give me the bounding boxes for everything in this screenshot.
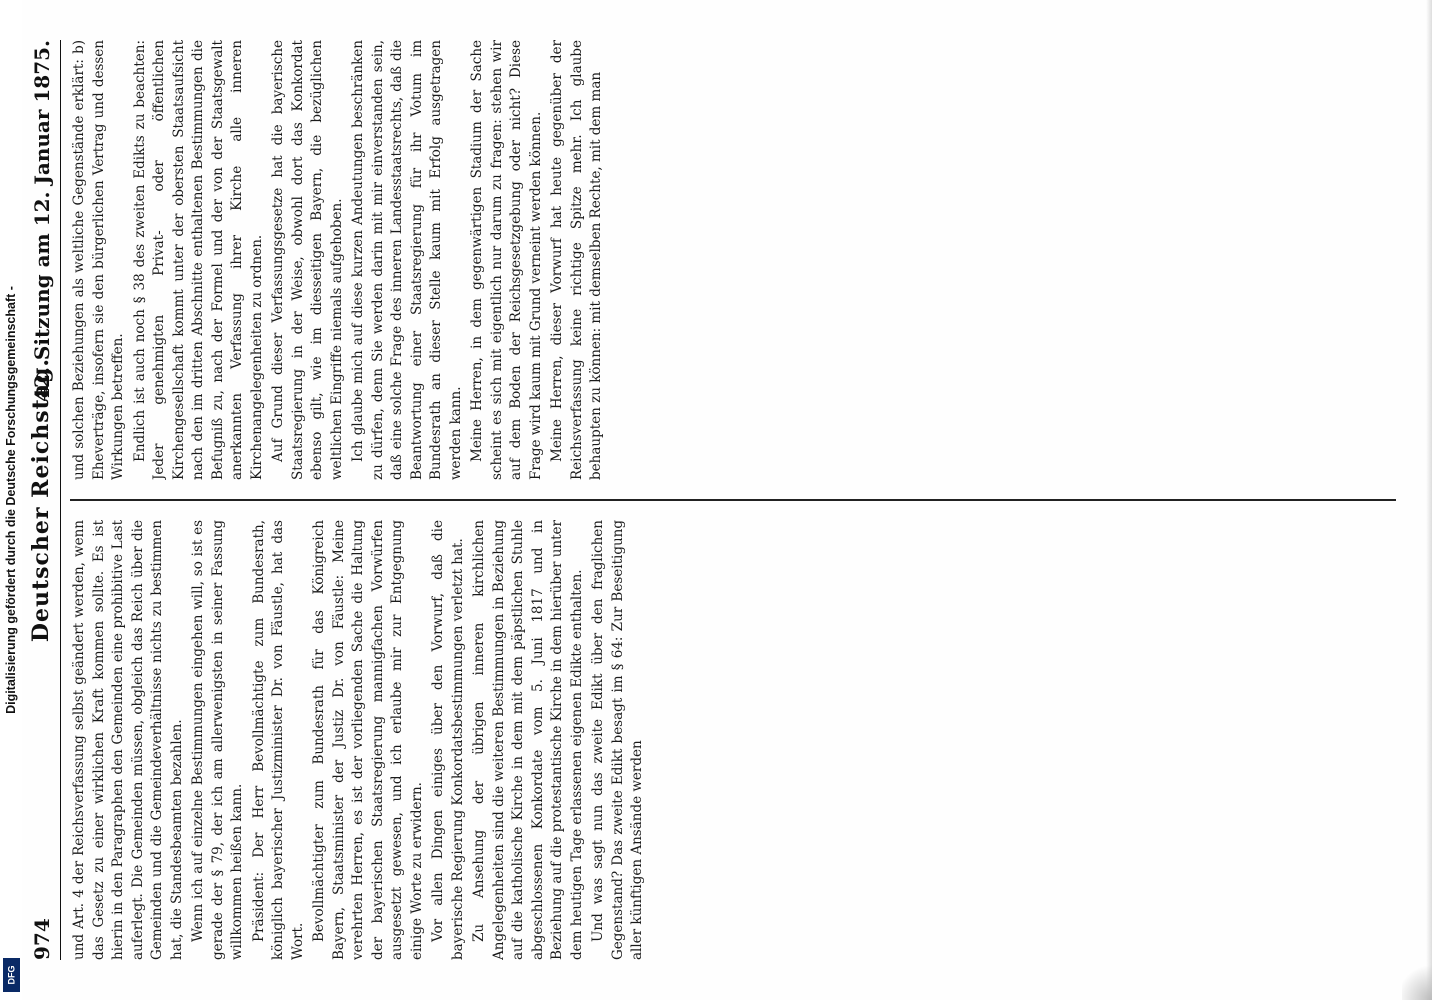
dfg-logo-text: DFG bbox=[6, 965, 17, 985]
page-number: 974 bbox=[30, 918, 54, 960]
paragraph: Vor allen Dingen einiges über den Vorwurf, daß die bayerische Regierung Konkordatsbestimmungen verletzt hat. bbox=[430, 520, 466, 960]
paragraph: Endlich ist auch noch § 38 des zweiten Edikts zu beachten: Jeder genehmigten Privat- oder öffentlichen Kirchengesellschaft kommt unter der obersten Staatsaufsicht nach den im dritten Abschnitte enthaltenen Bestimmungen die Befugniß zu, nach der Formel und der von der Staatsgewalt anerkannten Verfassung ihrer Kirche alle inneren Kirchenangelegenheiten zu ordnen. bbox=[131, 40, 265, 480]
digitization-credit: Digitalisierung gefördert durch die Deutsche Forschungsgemeinschaft - bbox=[4, 286, 18, 714]
paragraph: Meine Herren, in dem gegenwärtigen Stadium der Sache scheint es sich mit eigentlich nur darum zu fragen: stehen wir auf dem Boden der Reichsgesetzgebung oder nicht? Diese Frage wird kaum mit Grund verneint werden können. bbox=[469, 40, 544, 480]
paragraph: Ich glaube mich auf diese kurzen Andeutungen beschränken zu dürfen, denn Sie werden darin mit mir einverstanden sein, daß eine solche Frage des inneren Landesstaatsrechts, daß die Beantwortung einer Staatsregierung für ihr Votum im Bundesrath an dieser Stelle kaum mit Erfolg ausgetragen werden kann. bbox=[350, 40, 464, 480]
dfg-logo bbox=[3, 958, 20, 992]
paragraph: Auf Grund dieser Verfassungsgesetze hat die bayerische Staatsregierung in der Weise, obwohl dort das Konkordat ebenso gilt, wie im diesseitigen Bayern, die bezüglichen weltlichen Eingriffe niemals aufgehoben. bbox=[270, 40, 345, 480]
session-date: 42. Sitzung am 12. Januar 1875. bbox=[30, 40, 54, 402]
paragraph: Zu Ansehung der übrigen inneren kirchlichen Angelegenheiten sind die weiteren Bestimmungen in Beziehung auf die katholische Kirche in dem mit dem päpstlichen Stuhle abgeschlossenen Konkordate vom 5. Juni 1817 und in Beziehung auf die protestantische Kirche in dem hierüber unter dem heutigen Tage erlassenen eigenen Edikte enthalten. bbox=[471, 520, 585, 960]
paragraph: Bevollmächtigter zum Bundesrath für das Königreich Bayern, Staatsminister der Justiz Dr. von Fäustle: Meine verehrten Herren, es ist der vorliegenden Sache die Haltung der bayerischen Staatsregierung mannigfachen Vorwürfen ausgesetzt gewesen, und ich erlaube mir zur Entgegnung einige Worte zu erwidern. bbox=[311, 520, 425, 960]
paragraph: Präsident: Der Herr Bevollmächtigte zum Bundesrath, königlich bayerischer Justizminister Dr. von Fäustle, hat das Wort. bbox=[250, 520, 306, 960]
paragraph: Und was sagt nun das zweite Edikt über den fraglichen Gegenstand? Das zweite Edikt besagt im § 64: Zur Beseitigung aller künftigen Ansände werden bbox=[590, 520, 645, 960]
paragraph: und Art. 4 der Reichsverfassung selbst geändert werden, wenn das Gesetz zu einer wirklichen Kraft kommen sollte. Es ist hierin in den Paragraphen den Gemeinden eine prohibitive Last auferlegt. Die Gemeinden müssen, obgleich das Reich über die Gemeinden und die Gemeindeverhältnisse nichts zu bestimmen hat, die Standesbeamten bezahlen. bbox=[71, 520, 185, 960]
rotated-page-content bbox=[16, 0, 1416, 1000]
left-column bbox=[70, 520, 1396, 960]
scan-edge bbox=[1426, 0, 1432, 1000]
page-header bbox=[24, 40, 61, 960]
paragraph: Wenn ich auf einzelne Bestimmungen eingehen will, so ist es gerade der § 79, der ich am allerwenigsten in seiner Fassung willkommen heißen kann. bbox=[190, 520, 245, 960]
page-title: Deutscher Reichstag. bbox=[28, 357, 54, 643]
paragraph: Meine Herren, dieser Vorwurf hat heute gegenüber der Reichsverfassung keine richtige Spitze mehr. Ich glaube behaupten zu können: mit demselben Rechte, mit dem man bbox=[549, 40, 604, 480]
credit-strip bbox=[0, 0, 22, 1000]
paragraph: und solchen Beziehungen als weltliche Gegenstände erklärt: b) Eheverträge, insofern sie den bürgerlichen Vertrag und dessen Wirkungen betreffen. bbox=[71, 40, 126, 480]
column-divider bbox=[70, 499, 1396, 501]
right-column bbox=[70, 40, 1396, 480]
